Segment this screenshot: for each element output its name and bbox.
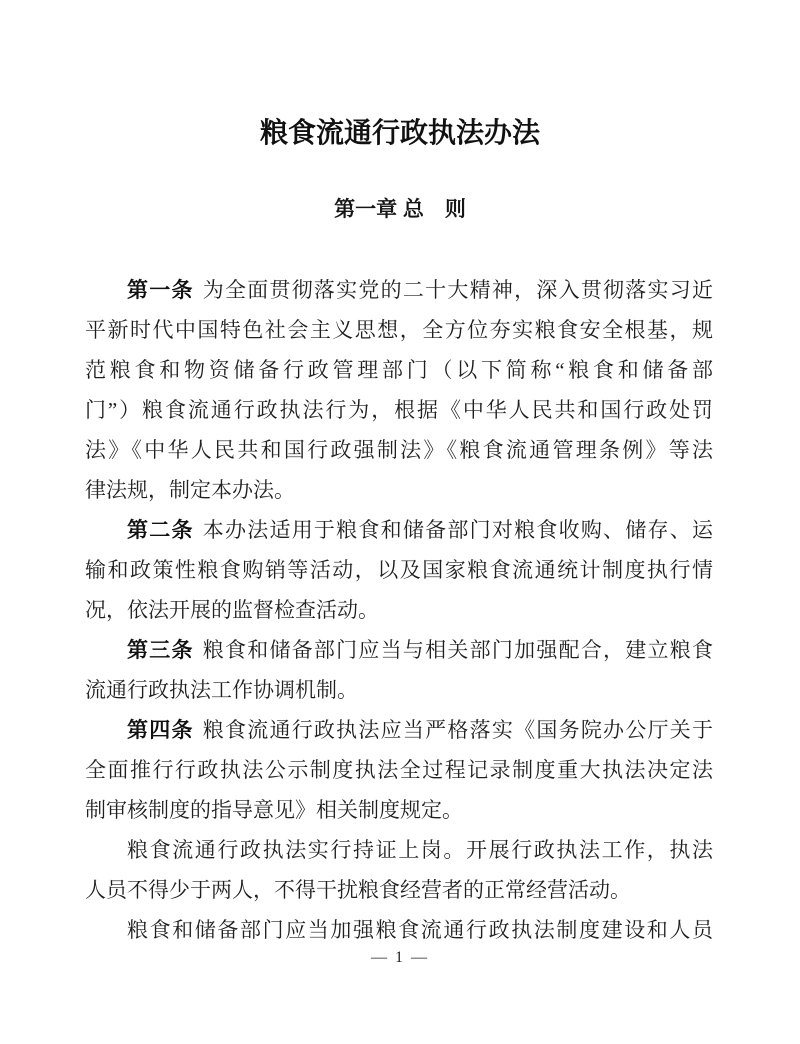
body-line	[85, 710, 713, 750]
body-line	[85, 630, 713, 670]
body-line	[85, 750, 713, 790]
line-text: 律法规，制定本办法。	[85, 478, 295, 502]
body-line	[85, 350, 713, 390]
line-text: 人员不得少于两人，不得干扰粮食经营者的正常经营活动。	[85, 878, 631, 902]
body-line	[85, 590, 713, 630]
line-text: 粮食流通行政执法应当严格落实《国务院办公厅关于	[202, 718, 713, 742]
chapter-heading: 第一章 总 则	[334, 198, 466, 221]
body-line	[85, 830, 713, 870]
line-text: 法》《中华人民共和国行政强制法》《粮食流通管理条例》等法	[85, 438, 713, 462]
body-line	[85, 790, 713, 830]
line-text: 制审核制度的指导意见》相关制度规定。	[85, 798, 463, 822]
line-text: 门”）粮食流通行政执法行为，根据《中华人民共和国行政处罚	[85, 398, 713, 422]
line-text: 况，依法开展的监督检查活动。	[85, 598, 379, 622]
body-line	[85, 870, 713, 910]
article-number: 第三条	[127, 639, 194, 662]
line-text: 范粮食和物资储备行政管理部门（以下简称“粮食和储备部	[85, 358, 713, 382]
body-line	[85, 910, 713, 950]
line-text: 粮食和储备部门应当与相关部门加强配合，建立粮食	[202, 638, 713, 662]
document-title: 粮食流通行政执法办法	[259, 118, 540, 149]
body-line	[85, 470, 713, 510]
line-text: 平新时代中国特色社会主义思想，全方位夯实粮食安全根基，规	[85, 318, 713, 342]
article-number: 第四条	[127, 719, 194, 742]
page-number: — 1 —	[371, 949, 429, 966]
line-text: 粮食流通行政执法实行持证上岗。开展行政执法工作，执法	[127, 838, 713, 862]
article-number: 第一条	[127, 279, 194, 302]
body-line	[85, 550, 713, 590]
line-text: 粮食和储备部门应当加强粮食流通行政执法制度建设和人员	[127, 918, 713, 942]
line-text: 本办法适用于粮食和储备部门对粮食收购、储存、运	[202, 518, 713, 542]
body-line	[85, 270, 713, 310]
body-line	[85, 510, 713, 550]
line-text: 输和政策性粮食购销等活动，以及国家粮食流通统计制度执行情	[85, 558, 713, 582]
body-line	[85, 310, 713, 350]
body-line	[85, 390, 713, 430]
body-text	[85, 270, 713, 950]
body-line	[85, 430, 713, 470]
line-text: 为全面贯彻落实党的二十大精神，深入贯彻落实习近	[202, 278, 713, 302]
article-number: 第二条	[127, 519, 194, 542]
body-line	[85, 670, 713, 710]
line-text: 流通行政执法工作协调机制。	[85, 678, 358, 702]
line-text: 全面推行行政执法公示制度执法全过程记录制度重大执法决定法	[85, 758, 713, 782]
